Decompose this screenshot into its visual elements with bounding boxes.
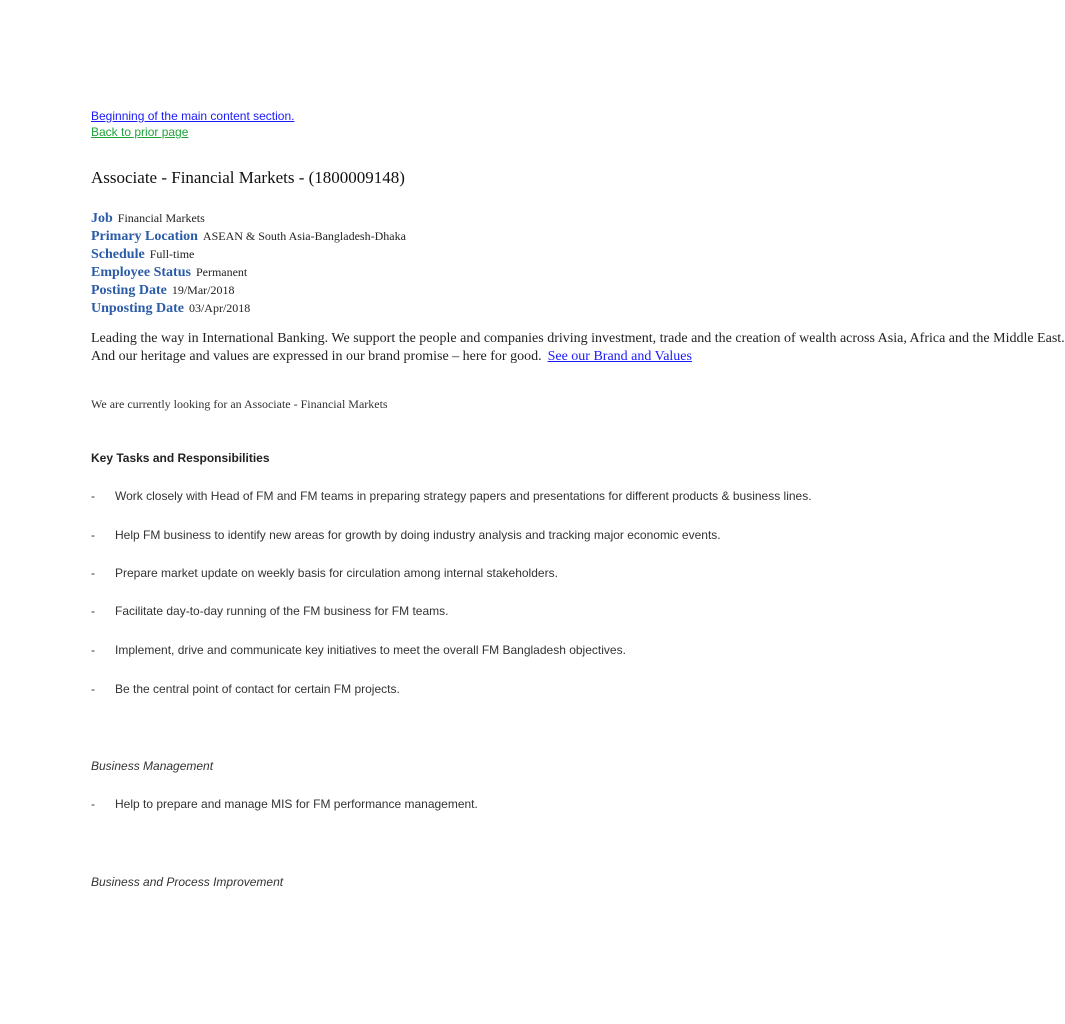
meta-value: ASEAN & South Asia-Bangladesh-Dhaka: [202, 229, 406, 243]
bullet-marker: -: [91, 528, 95, 542]
meta-row-location: [91, 227, 406, 245]
meta-label: Employee Status: [91, 265, 191, 280]
business-management-heading: Business Management: [91, 759, 214, 773]
meta-label: Schedule: [91, 247, 145, 262]
list-item: Work closely with Head of FM and FM teams in preparing strategy papers and presentations for different products & business lines.: [115, 489, 812, 503]
meta-label: Unposting Date: [91, 301, 184, 316]
meta-value: 03/Apr/2018: [188, 301, 251, 315]
list-item: Be the central point of contact for certain FM projects.: [115, 682, 400, 696]
bullet-marker: -: [91, 682, 95, 696]
list-item: Prepare market update on weekly basis for circulation among internal stakeholders.: [115, 566, 558, 580]
meta-value: 19/Mar/2018: [171, 283, 235, 297]
brand-values-link[interactable]: See our Brand and Values: [547, 349, 692, 364]
bullet-marker: -: [91, 797, 95, 811]
intro-line-2: [91, 349, 692, 365]
meta-row-posting-date: [91, 281, 235, 299]
list-item: Facilitate day-to-day running of the FM business for FM teams.: [115, 604, 449, 618]
list-item: Help FM business to identify new areas for growth by doing industry analysis and tracking major economic events.: [115, 528, 721, 542]
meta-label: Job: [91, 211, 113, 226]
list-item: Help to prepare and manage MIS for FM performance management.: [115, 797, 478, 811]
meta-value: Permanent: [195, 265, 248, 279]
meta-label: Primary Location: [91, 229, 198, 244]
back-link[interactable]: Back to prior page: [91, 125, 189, 139]
meta-row-status: [91, 263, 247, 281]
intro-line-1: Leading the way in International Banking. We support the people and companies driving investment, trade and the creation of wealth across Asia, Africa and the Middle East.: [91, 331, 1065, 346]
bullet-marker: -: [91, 643, 95, 657]
looking-for-text: We are currently looking for an Associate - Financial Markets: [91, 397, 388, 411]
bullet-marker: -: [91, 566, 95, 580]
main-content-link[interactable]: Beginning of the main content section.: [91, 109, 295, 123]
intro-text: And our heritage and values are expressed in our brand promise – here for good.: [91, 349, 542, 364]
meta-row-unposting-date: [91, 299, 250, 317]
process-improvement-heading: Business and Process Improvement: [91, 875, 284, 889]
job-title: Associate - Financial Markets - (1800009148): [91, 168, 405, 187]
meta-value: Full-time: [149, 247, 195, 261]
meta-row-job: [91, 209, 205, 227]
meta-value: Financial Markets: [117, 211, 205, 225]
key-tasks-heading: Key Tasks and Responsibilities: [91, 451, 270, 465]
meta-label: Posting Date: [91, 283, 167, 298]
meta-row-schedule: [91, 245, 194, 263]
list-item: Implement, drive and communicate key initiatives to meet the overall FM Bangladesh objectives.: [115, 643, 626, 657]
bullet-marker: -: [91, 489, 95, 503]
bullet-marker: -: [91, 604, 95, 618]
